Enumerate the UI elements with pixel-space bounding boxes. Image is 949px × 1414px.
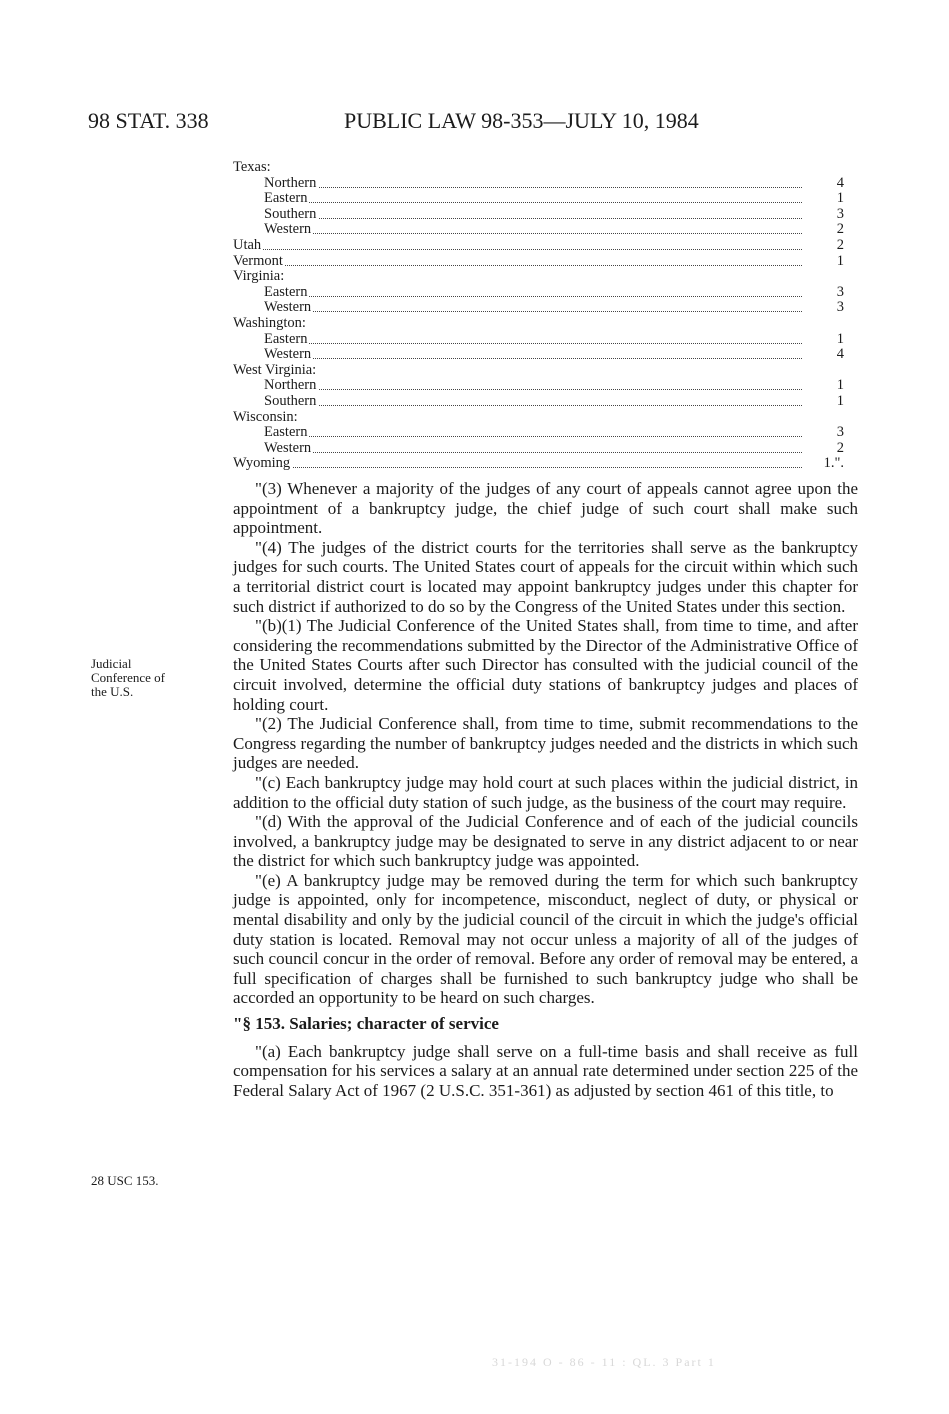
paragraph-d: "(d) With the approval of the Judicial Conference and of each of the judicial councils involved, a bankruptcy judge may be designated to serve in any district adjacent to or near the district for which such bankruptcy judge was appointed. [233,812,858,871]
state-label: Virginia: [233,268,285,285]
table-row [233,363,858,379]
dot-leader-line [264,452,802,453]
dot-leader [264,394,802,410]
paragraph-b2: "(2) The Judicial Conference shall, from time to time, submit recommendations to the Congress regarding the number of bankruptcy judges needed and the districts in which such judges are needed. [233,714,858,773]
district-label: Utah [233,237,262,253]
district-label: Eastern [264,284,308,300]
judge-count: 4 [836,346,844,363]
district-judges-table [233,160,858,472]
dot-leader-line [233,249,802,250]
margin-note-usc-citation: 28 USC 153. [91,1173,159,1188]
table-row [233,316,858,332]
judge-count: 3 [836,205,844,222]
dot-leader [233,456,802,472]
judge-count: 4 [836,174,844,191]
section-153-heading: "§ 153. Salaries; character of service [233,1014,499,1034]
judge-count: 2 [836,221,844,238]
table-row [233,378,858,394]
district-label: Southern [264,393,317,409]
paragraph-4: "(4) The judges of the district courts for the territories shall serve as the bankruptcy judges for such courts. The United States court of appeals for the circuit within which such a territorial district court is located may appoint bankruptcy judges under this chapter for such district if authorized to do so by the Congress of the United States under this section. [233,537,858,616]
judge-count: 1.". [823,455,844,472]
district-label: Western [264,347,312,363]
state-label: Wisconsin: [233,408,298,425]
judge-count: 1 [836,190,844,207]
district-label: Eastern [264,331,308,347]
dot-leader-line [264,296,802,297]
table-row [233,410,858,426]
judge-count: 3 [836,424,844,441]
dot-leader [264,441,802,457]
statute-page-number: 98 STAT. 338 [88,108,209,133]
paragraph-a: "(a) Each bankruptcy judge shall serve on a full-time basis and shall receive as full compensation for his services a salary at an annual rate determined under section 225 of the Federal Salary Act of 1967 (2 U.S.C. 351-361) as adjusted by section 461 of this title, to [233,1041,858,1100]
district-label: Eastern [264,425,308,441]
dot-leader [233,238,802,254]
dot-leader [264,347,802,363]
judge-count: 1 [836,377,844,394]
dot-leader [264,207,802,223]
dot-leader [264,425,802,441]
table-row [233,176,858,192]
judge-count: 1 [836,330,844,347]
table-row [233,269,858,285]
dot-leader-line [264,218,802,219]
public-law-title: PUBLIC LAW 98-353—JULY 10, 1984 [344,108,699,133]
dot-leader-line [264,343,802,344]
district-label: Southern [264,206,317,222]
dot-leader-line [264,405,802,406]
judge-count: 2 [836,439,844,456]
judge-count: 3 [836,283,844,300]
dot-leader [264,332,802,348]
dot-leader-line [264,436,802,437]
paragraph-c: "(c) Each bankruptcy judge may hold court at such places within the judicial district, in addition to the official duty station of such judge, as the business of the court may require. [233,772,858,812]
district-label: Wyoming [233,456,291,472]
margin-note-line: Conference of [91,670,165,685]
paragraph-e: "(e) A bankruptcy judge may be removed during the term for which such bankruptcy judge is appointed, only for incompetence, misconduct, neglect of duty, or physical or mental disability and only by the judicial council of the circuit in which the judge's official duty station is located. Removal may not occur unless a majority of all of the judges of such council concur in the order of removal. Before any order of removal may be entered, a full specification of charges shall be furnished to such bankruptcy judge who shall be accorded an opportunity to be heard on such charges. [233,870,858,1008]
dot-leader [264,176,802,192]
table-row [233,456,858,472]
table-row [233,394,858,410]
judge-count: 2 [836,236,844,253]
table-row [233,441,858,457]
district-label: Northern [264,378,317,394]
dot-leader [264,285,802,301]
dot-leader-line [233,467,802,468]
judge-count: 1 [836,392,844,409]
state-label: Texas: [233,159,271,175]
paragraph-b1: "(b)(1) The Judicial Conference of the United States shall, from time to time, and after considering the recommendations submitted by the Director of the Administrative Office of the United States Courts after such Director has consulted with the judicial council of the circuit involved, determine the official duty stations of bankruptcy judges and places of holding court. [233,616,858,714]
dot-leader [264,378,802,394]
dot-leader [264,300,802,316]
dot-leader-line [264,202,802,203]
margin-note-line: Judicial [91,656,132,671]
state-label: West Virginia: [233,361,317,378]
dot-leader [264,222,802,238]
state-label: Washington: [233,314,306,331]
table-row [233,285,858,301]
judge-count: 1 [836,252,844,269]
dot-leader-line [264,187,802,188]
dot-leader-line [264,358,802,359]
page-header [88,108,858,138]
table-row [233,347,858,363]
district-label: Western [264,300,312,316]
print-stamp: 31-194 O - 86 - 11 : QL. 3 Part 1 [492,1355,716,1369]
district-label: Vermont [233,253,283,269]
table-row [233,254,858,270]
margin-note-line: the U.S. [91,684,134,699]
margin-note-judicial-conference [91,657,165,699]
table-row [233,332,858,348]
table-row [233,160,858,176]
table-row [233,238,858,254]
table-row [233,222,858,238]
table-row [233,191,858,207]
statute-body-text [233,479,858,1100]
dot-leader-line [264,311,802,312]
dot-leader [264,191,802,207]
district-label: Western [264,440,312,456]
district-label: Eastern [264,191,308,207]
judge-count: 3 [836,299,844,316]
table-row [233,425,858,441]
dot-leader-line [264,233,802,234]
district-label: Western [264,222,312,238]
dot-leader-line [264,389,802,390]
table-row [233,300,858,316]
dot-leader-line [233,265,802,266]
table-row [233,207,858,223]
dot-leader [233,254,802,270]
paragraph-3: "(3) Whenever a majority of the judges of any court of appeals cannot agree upon the appointment of a bankruptcy judge, the chief judge of such court shall make such appointment. [233,479,858,538]
district-label: Northern [264,175,317,191]
